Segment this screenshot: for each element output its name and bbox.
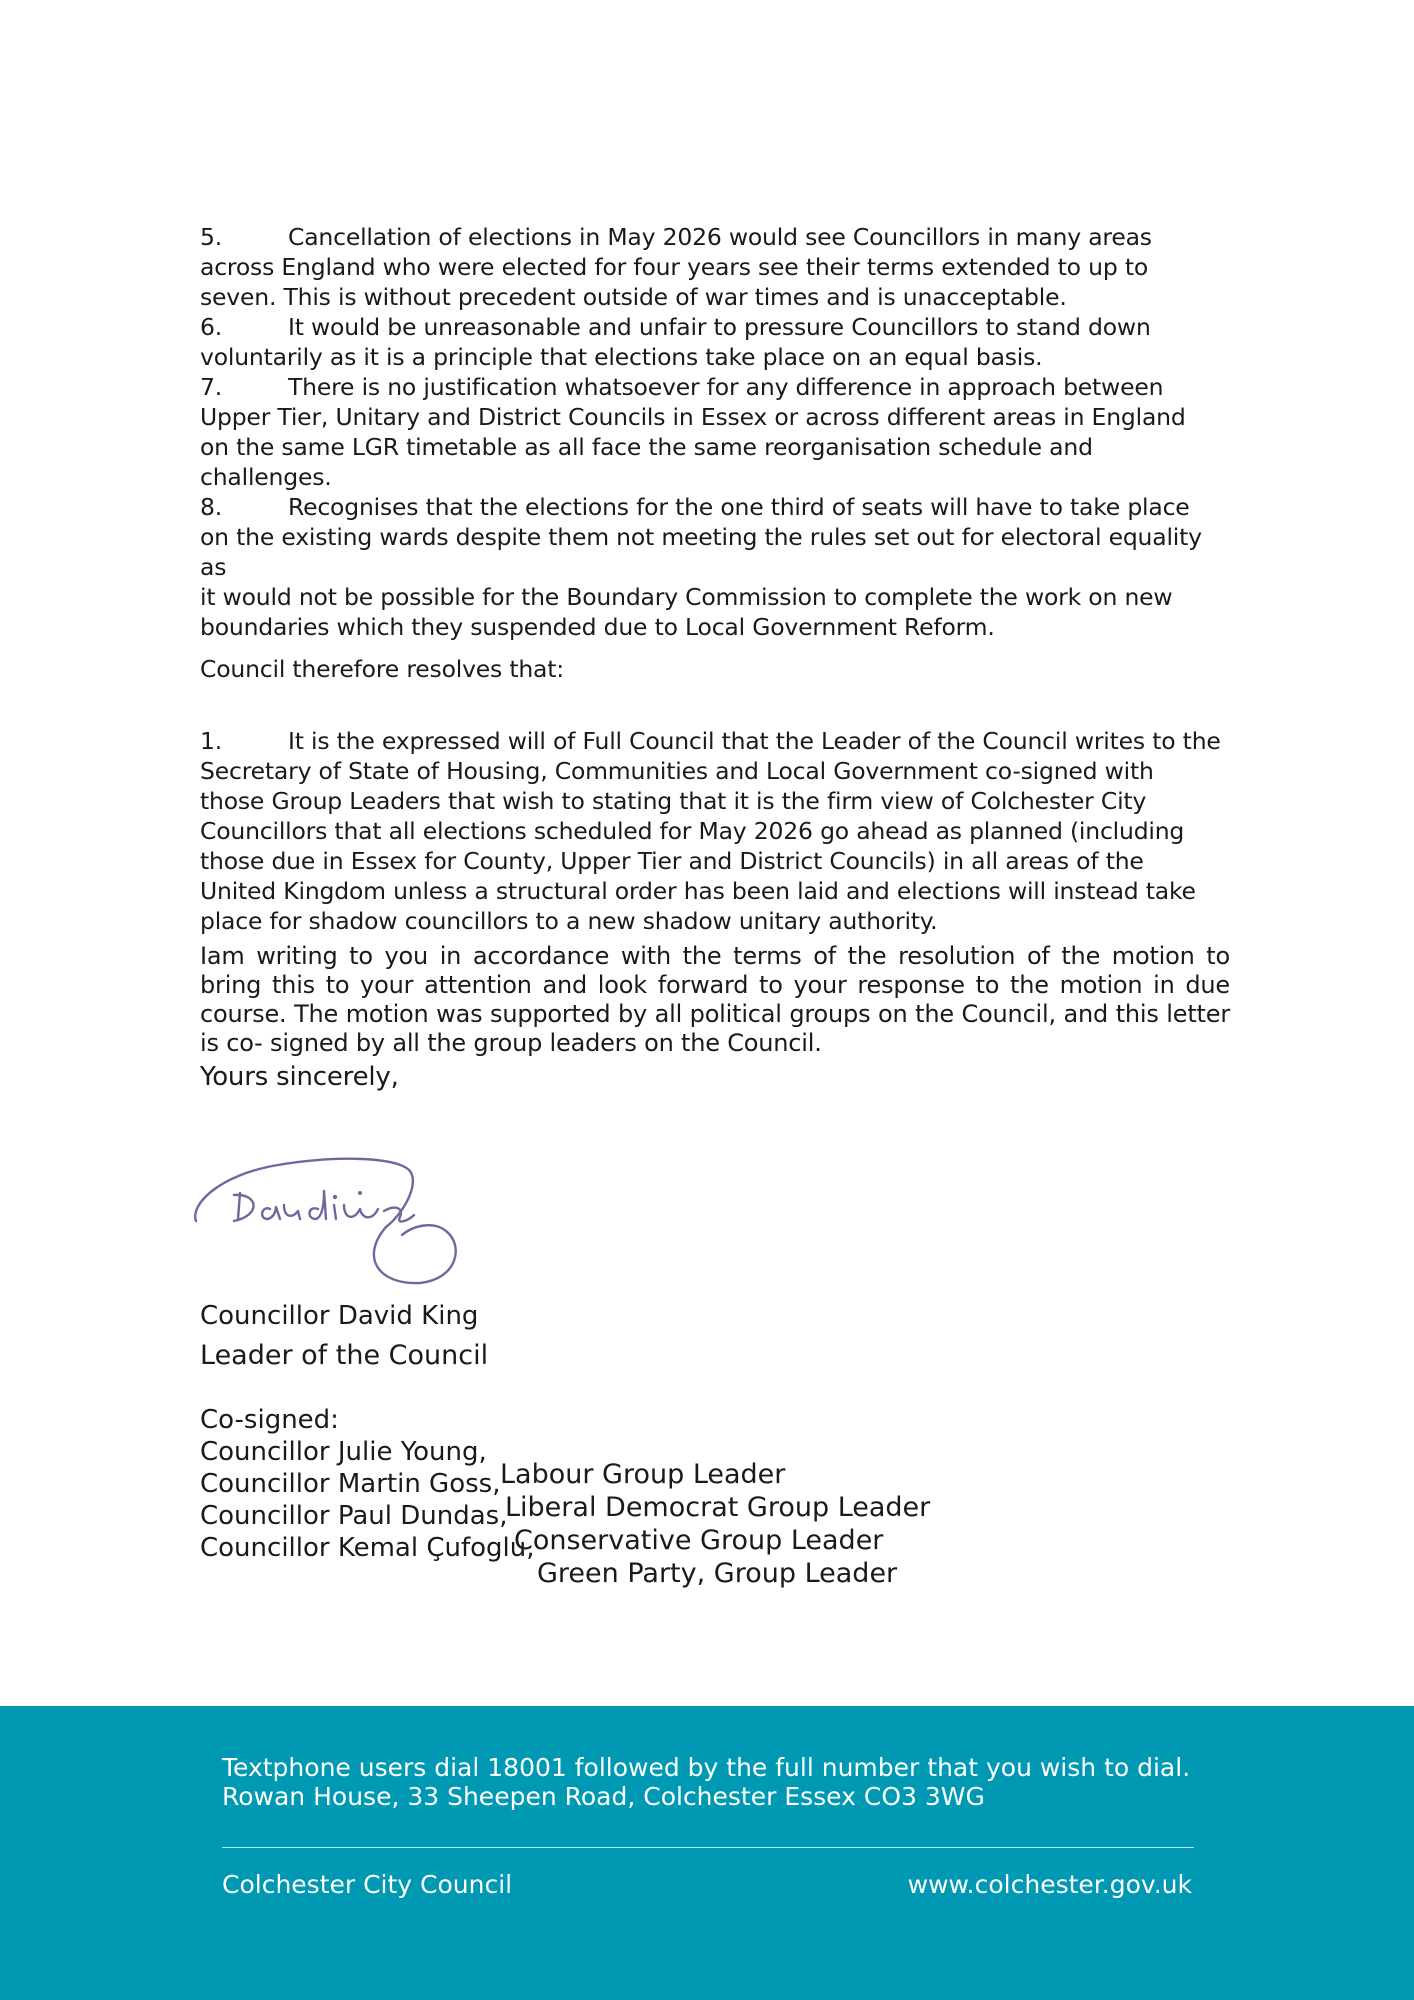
cosigner-role: Conservative Group Leader: [514, 1525, 884, 1556]
cosigner-roles: [500, 1458, 930, 1590]
sign-off: Yours sincerely,: [200, 1062, 399, 1092]
point-text: There is no justification whatsoever for any difference in approach between: [288, 373, 1164, 401]
cosigner-name: Councillor Paul Dundas,: [200, 1501, 508, 1531]
cosigner-name: Councillor Kemal Çufoglu,: [200, 1533, 535, 1563]
point-text-line: voluntarily as it is a principle that elections take place on an equal basis.: [200, 343, 1043, 371]
footer: [0, 1706, 1414, 2000]
point-text: Recognises that the elections for the one third of seats will have to take place: [288, 493, 1190, 521]
point-text: It would be unreasonable and unfair to pressure Councillors to stand down: [288, 313, 1151, 341]
point-text: It is the expressed will of Full Council that the Leader of the Council writes to the: [288, 727, 1221, 755]
signer-name: Councillor David King: [200, 1301, 479, 1331]
point-text-line: it would not be possible for the Boundary Commission to complete the work on new: [200, 583, 1173, 611]
resolves-heading: Council therefore resolves that:: [200, 655, 564, 683]
cosigner-role: Liberal Democrat Group Leader: [505, 1492, 931, 1523]
footer-address: Rowan House, 33 Sheepen Road, Colchester Essex CO3 3WG: [222, 1782, 985, 1811]
point-number: 8.: [200, 493, 223, 521]
point-number: 7.: [200, 373, 223, 401]
point-number: 1.: [200, 727, 223, 755]
cosigner-name: Councillor Martin Goss,: [200, 1469, 501, 1499]
cosigned-block: [200, 1404, 535, 1564]
cosigner-name: Councillor Julie Young,: [200, 1437, 487, 1467]
footer-website-link[interactable]: www.colchester.gov.uk: [907, 1870, 1192, 1899]
signer-role: Leader of the Council: [200, 1340, 489, 1371]
point-text-line: Councillors that all elections scheduled for May 2026 go ahead as planned (including: [200, 817, 1185, 845]
point-text-line: across England who were elected for four years see their terms extended to up to: [200, 253, 1149, 281]
letter-body: [200, 222, 1230, 1094]
footer-divider: [222, 1847, 1194, 1848]
point-text-line: boundaries which they suspended due to Local Government Reform.: [200, 613, 995, 641]
signature-image: [188, 1135, 478, 1285]
signer-block: [200, 1296, 488, 1376]
point-text-line: seven. This is without precedent outside of war times and is unacceptable.: [200, 283, 1067, 311]
point-8: [200, 492, 1230, 642]
cosigned-heading: Co-signed:: [200, 1405, 339, 1435]
point-text-line: on the same LGR timetable as all face the same reorganisation schedule and: [200, 433, 1093, 461]
footer-organisation: Colchester City Council: [222, 1870, 513, 1899]
closing-paragraph: Iam writing to you in accordance with the terms of the resolution of the motion to bring this to your attention and look forward to your response to the motion in due course. The motion was supported by all political groups on the Council, and this letter is co- signed by all the group leaders on the Council.: [200, 942, 1230, 1057]
point-text: Cancellation of elections in May 2026 would see Councillors in many areas: [288, 223, 1152, 251]
point-text-line: place for shadow councillors to a new shadow unitary authority.: [200, 907, 938, 935]
footer-textphone: Textphone users dial 18001 followed by the full number that you wish to dial.: [222, 1753, 1191, 1782]
cosigner-role: Green Party, Group Leader: [537, 1558, 898, 1589]
point-number: 5.: [200, 223, 223, 251]
cosigner-role: Labour Group Leader: [500, 1459, 786, 1490]
point-6: [200, 312, 1230, 372]
point-text-line: Secretary of State of Housing, Communities and Local Government co-signed with: [200, 757, 1154, 785]
point-text-line: United Kingdom unless a structural order has been laid and elections will instead take: [200, 877, 1196, 905]
point-text-line: on the existing wards despite them not meeting the rules set out for electoral equality as: [200, 523, 1202, 581]
point-5: [200, 222, 1230, 312]
point-number: 6.: [200, 313, 223, 341]
point-text-line: those due in Essex for County, Upper Tier and District Councils) in all areas of the: [200, 847, 1144, 875]
point-text-line: challenges.: [200, 463, 332, 491]
resolution-1: [200, 726, 1230, 936]
point-text-line: Upper Tier, Unitary and District Councils in Essex or across different areas in England: [200, 403, 1186, 431]
point-text-line: those Group Leaders that wish to stating that it is the firm view of Colchester City: [200, 787, 1147, 815]
point-7: [200, 372, 1230, 492]
